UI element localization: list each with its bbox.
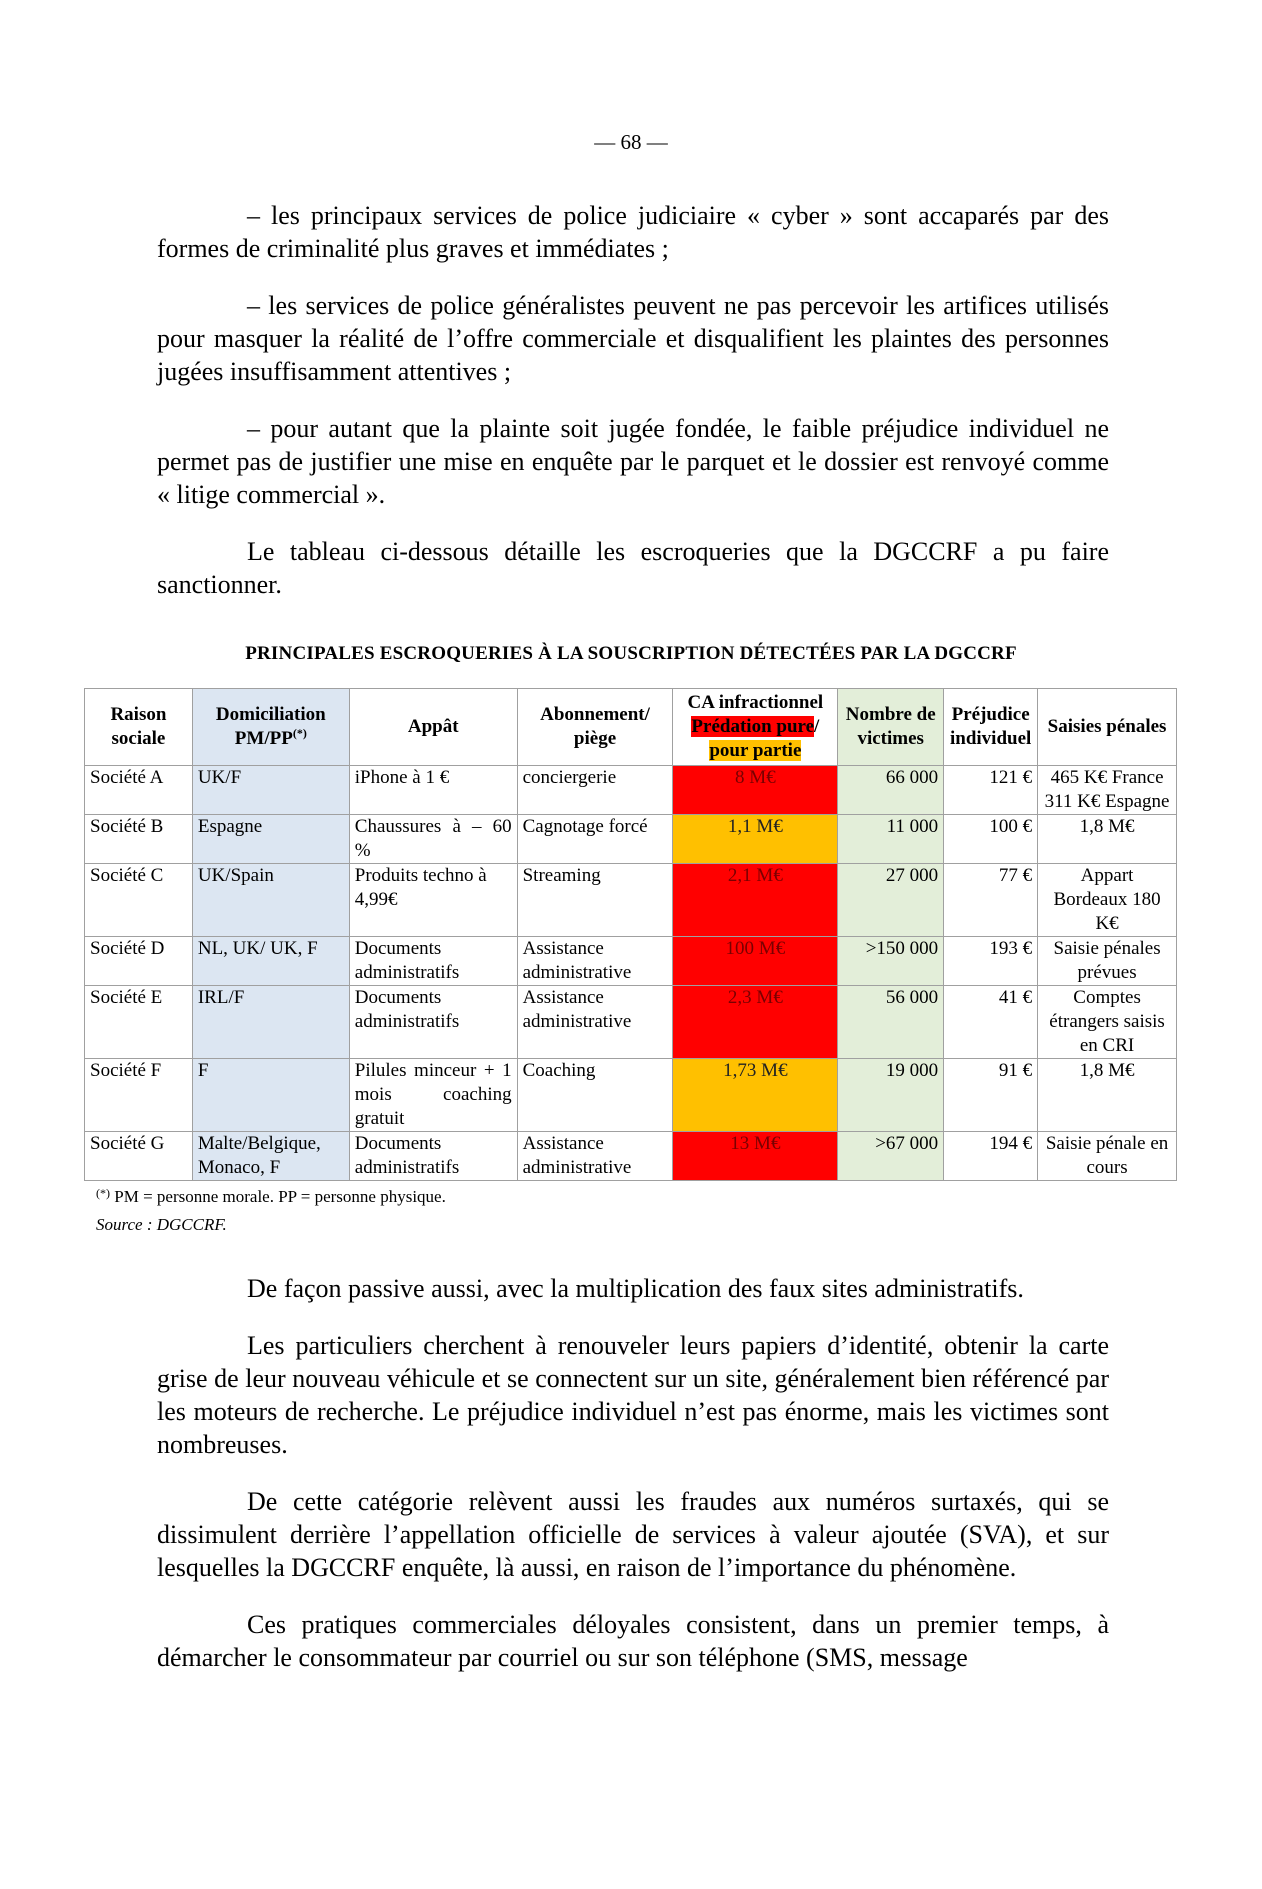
cell-raison: Société C [85, 864, 193, 937]
cell-raison: Société B [85, 815, 193, 864]
cell-appat: iPhone à 1 € [349, 766, 517, 815]
cell-appat: Pilules minceur + 1 mois coaching gratuit [349, 1059, 517, 1132]
cell-raison: Société E [85, 986, 193, 1059]
cell-ca: 8 M€ [673, 766, 838, 815]
table-row [85, 986, 1177, 1059]
cell-prejudice: 77 € [944, 864, 1038, 937]
cell-victimes: 11 000 [838, 815, 944, 864]
cell-abonnement: Assistance administrative [517, 986, 673, 1059]
cell-ca: 2,3 M€ [673, 986, 838, 1059]
cell-prejudice: 193 € [944, 937, 1038, 986]
cell-abonnement: Coaching [517, 1059, 673, 1132]
cell-saisies: Saisie pénale en cours [1038, 1132, 1177, 1181]
cell-domiciliation: NL, UK/ UK, F [192, 937, 349, 986]
cell-abonnement: conciergerie [517, 766, 673, 815]
cell-saisies: 1,8 M€ [1038, 1059, 1177, 1132]
table-source: Source : DGCCRF. [96, 1215, 227, 1234]
cell-domiciliation: Espagne [192, 815, 349, 864]
cell-victimes: >150 000 [838, 937, 944, 986]
cell-victimes: 19 000 [838, 1059, 944, 1132]
paragraph: Le tableau ci-dessous détaille les escroqueries que la DGCCRF a pu faire sanctionner. [157, 537, 1109, 599]
header-domiciliation: Domiciliation PM/PP(*) [192, 689, 349, 766]
header-ca-infractionnel: CA infractionnel Prédation pure/ pour partie [673, 689, 838, 766]
cell-ca: 1,73 M€ [673, 1059, 838, 1132]
cell-ca: 100 M€ [673, 937, 838, 986]
body-text-top [157, 199, 1109, 601]
header-prejudice: Préjudice individuel [944, 689, 1038, 766]
cell-ca: 1,1 M€ [673, 815, 838, 864]
cell-ca: 13 M€ [673, 1132, 838, 1181]
cell-raison: Société D [85, 937, 193, 986]
cell-abonnement: Assistance administrative [517, 1132, 673, 1181]
cell-raison: Société A [85, 766, 193, 815]
cell-appat: Chaussures à – 60 % [349, 815, 517, 864]
header-saisies: Saisies pénales [1038, 689, 1177, 766]
paragraph: De cette catégorie relèvent aussi les fraudes aux numéros surtaxés, qui se dissimulent derrière l’appellation officielle de services à valeur ajoutée (SVA), et sur lesquelles la DGCCRF enquête, là aussi, en raison de l’importance du phénomène. [157, 1487, 1109, 1582]
cell-domiciliation: UK/F [192, 766, 349, 815]
cell-raison: Société F [85, 1059, 193, 1132]
cell-saisies: Appart Bordeaux 180 K€ [1038, 864, 1177, 937]
cell-appat: Documents administratifs [349, 986, 517, 1059]
cell-domiciliation: UK/Spain [192, 864, 349, 937]
legend-pour-partie: pour partie [709, 740, 802, 761]
cell-victimes: >67 000 [838, 1132, 944, 1181]
table-title: PRINCIPALES ESCROQUERIES À LA SOUSCRIPTION DÉTECTÉES PAR LA DGCCRF [245, 643, 1017, 664]
cell-ca: 2,1 M€ [673, 864, 838, 937]
cell-prejudice: 100 € [944, 815, 1038, 864]
cell-abonnement: Cagnotage forcé [517, 815, 673, 864]
cell-saisies: 1,8 M€ [1038, 815, 1177, 864]
paragraph: De façon passive aussi, avec la multiplication des faux sites administratifs. [247, 1274, 1024, 1303]
cell-appat: Documents administratifs [349, 937, 517, 986]
cell-victimes: 27 000 [838, 864, 944, 937]
footnote-mark: (*) [96, 1186, 110, 1200]
cell-prejudice: 91 € [944, 1059, 1038, 1132]
table-header-row [85, 689, 1177, 766]
page-number: — 68 — [594, 130, 668, 154]
cell-domiciliation: IRL/F [192, 986, 349, 1059]
paragraph: – les services de police généralistes peuvent ne pas percevoir les artifices utilisés pour masquer la réalité de l’offre commerciale et disqualifient les plaintes des personnes jugées insuffisamment attentives ; [157, 291, 1109, 386]
cell-raison: Société G [85, 1132, 193, 1181]
header-appat: Appât [349, 689, 517, 766]
cell-prejudice: 41 € [944, 986, 1038, 1059]
cell-appat: Produits techno à 4,99€ [349, 864, 517, 937]
table-row [85, 815, 1177, 864]
table-row [85, 1059, 1177, 1132]
cell-saisies: 465 K€ France 311 K€ Espagne [1038, 766, 1177, 815]
legend-predation-pure: Prédation pure [691, 716, 815, 737]
header-nombre-victimes: Nombre de victimes [838, 689, 944, 766]
cell-saisies: Saisie pénales prévues [1038, 937, 1177, 986]
paragraph: Ces pratiques commerciales déloyales consistent, dans un premier temps, à démarcher le consommateur par courriel ou sur son téléphone (SMS, message [157, 1610, 1109, 1672]
cell-abonnement: Streaming [517, 864, 673, 937]
table-footnote: (*) PM = personne morale. PP = personne physique. [96, 1186, 446, 1206]
header-raison-sociale: Raison sociale [85, 689, 193, 766]
cell-prejudice: 194 € [944, 1132, 1038, 1181]
body-text-bottom [157, 1272, 1109, 1674]
table-row [85, 864, 1177, 937]
paragraph: Les particuliers cherchent à renouveler leurs papiers d’identité, obtenir la carte grise de leur nouveau véhicule et se connectent sur un site, généralement bien référencé par les moteurs de recherche. Le préjudice individuel n’est pas énorme, mais les victimes sont nombreuses. [157, 1331, 1109, 1459]
cell-saisies: Comptes étrangers saisis en CRI [1038, 986, 1177, 1059]
footnote-mark: (*) [292, 726, 307, 740]
cell-appat: Documents administratifs [349, 1132, 517, 1181]
cell-victimes: 56 000 [838, 986, 944, 1059]
escroqueries-table [84, 688, 1177, 1181]
cell-domiciliation: Malte/Belgique, Monaco, F [192, 1132, 349, 1181]
cell-prejudice: 121 € [944, 766, 1038, 815]
cell-domiciliation: F [192, 1059, 349, 1132]
table-row [85, 1132, 1177, 1181]
table-row [85, 766, 1177, 815]
cell-abonnement: Assistance administrative [517, 937, 673, 986]
table-row [85, 937, 1177, 986]
paragraph: – les principaux services de police judiciaire « cyber » sont accaparés par des formes de criminalité plus graves et immédiates ; [157, 201, 1109, 263]
cell-victimes: 66 000 [838, 766, 944, 815]
paragraph: – pour autant que la plainte soit jugée fondée, le faible préjudice individuel ne permet pas de justifier une mise en enquête par le parquet et le dossier est renvoyé comme « litige commercial ». [157, 414, 1109, 509]
header-abonnement: Abonnement/ piège [517, 689, 673, 766]
